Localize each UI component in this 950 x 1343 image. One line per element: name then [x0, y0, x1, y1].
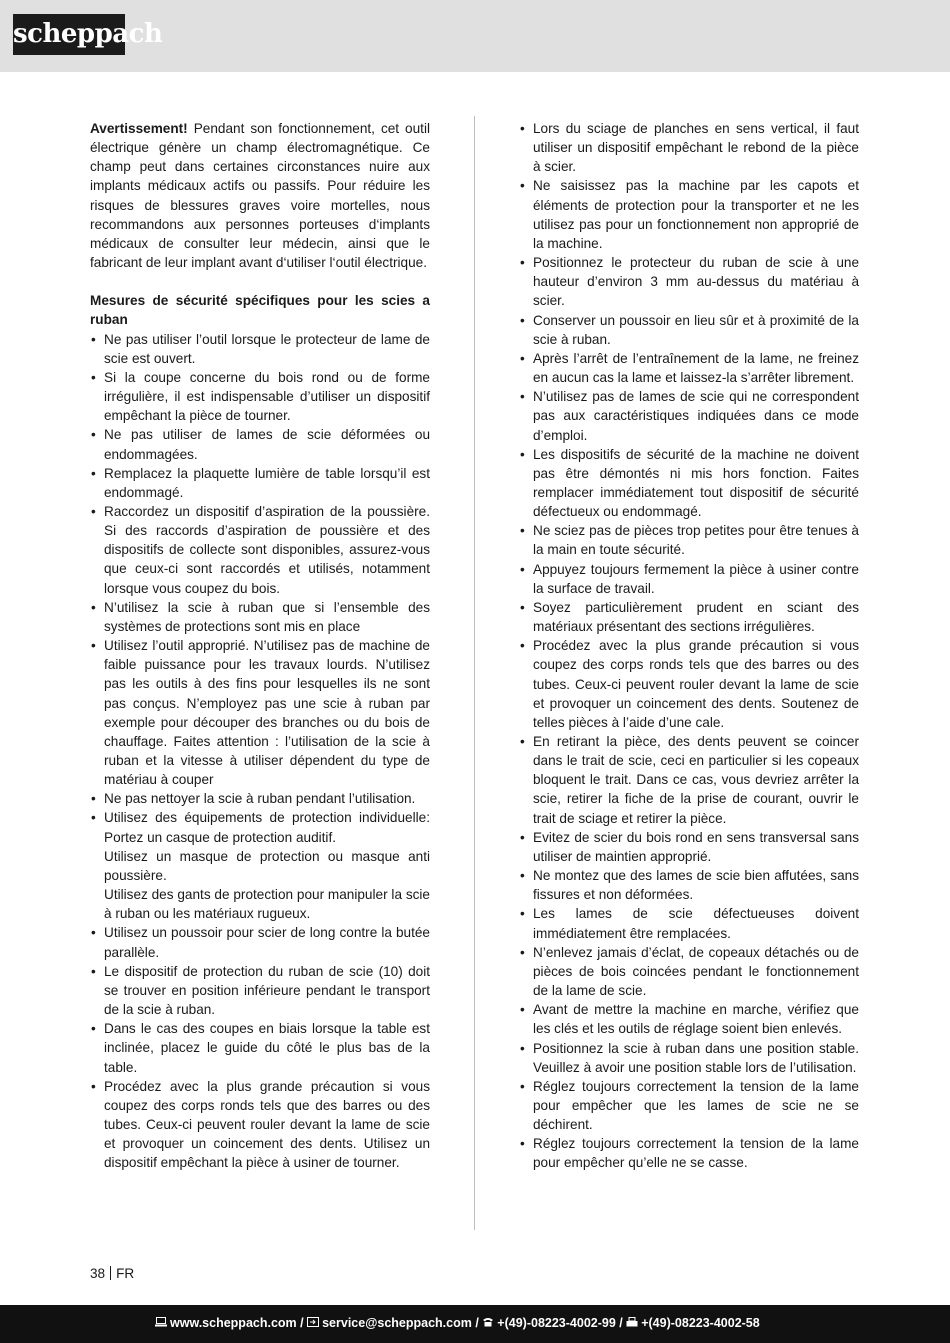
- list-item-text: • N’enlevez jamais d’éclat, de copeaux détachés ou de pièces de bois coincées pendant le fonctionnement de la lame de scie.: [533, 944, 859, 999]
- list-item-text: • Conserver un poussoir en lieu sûr et à proximité de la scie à ruban.: [533, 312, 859, 347]
- list-item: [90, 425, 430, 463]
- phone-icon: [482, 1305, 494, 1341]
- list-item-text: • Lors du sciage de planches en sens vertical, il faut utiliser un dispositif empêchant le rebond de la pièce à scier.: [533, 121, 859, 175]
- list-item: [90, 923, 430, 961]
- scheppach-logo: scheppach: [13, 14, 125, 55]
- list-item-text: • Raccordez un dispositif d’aspiration de la poussière. Si des raccords d’aspiration de poussière et des dispositifs de collecte sont disponibles, assurez-vous que ceux-ci sont raccordés et utilisés, notamment lorsque vous coupez du bois.: [104, 503, 430, 596]
- list-item: [519, 445, 859, 522]
- list-item-text: • Avant de mettre la machine en marche, vérifiez que les clés et les outils de réglage soient bien enlevés.: [533, 1002, 859, 1037]
- right-safety-list: [519, 119, 859, 1173]
- list-item-text: • Dans le cas des coupes en biais lorsque la table est inclinée, placez le guide du côté le plus bas de la table.: [104, 1021, 430, 1075]
- list-item-text: • Utilisez un poussoir pour scier de long contre la butée parallèle.: [104, 925, 430, 960]
- list-item-text: • Réglez toujours correctement la tension de la lame pour empêcher que les lames de scie ne se déchirent.: [533, 1078, 859, 1133]
- list-item: [90, 1077, 430, 1173]
- list-item-text: • N’utilisez la scie à ruban que si l’ensemble des systèmes de protections sont mis en place: [104, 599, 430, 634]
- list-item: [519, 1077, 859, 1134]
- email-link[interactable]: service@scheppach.com /: [322, 1316, 479, 1330]
- website-link[interactable]: www.scheppach.com /: [170, 1316, 304, 1330]
- list-item: [90, 636, 430, 789]
- list-item: [519, 732, 859, 828]
- list-item-text: • Procédez avec la plus grande précaution si vous coupez des corps ronds tels que des barres ou des tubes. Ceux-ci peuvent rouler devant la lame de scie et provoquer un coincement des dents. Soutenez de telles pièces à l’aide d’une cale.: [533, 638, 859, 730]
- list-item-text: • Remplacez la plaquette lumière de table lorsqu’il est endommagé.: [104, 465, 430, 500]
- list-item: [519, 1039, 859, 1077]
- section-heading: Mesures de sécurité spécifiques pour les scies a ruban: [90, 293, 430, 328]
- list-item: [519, 904, 859, 942]
- list-item: [90, 1019, 430, 1076]
- language-code: FR: [116, 1266, 135, 1281]
- list-item: [519, 1000, 859, 1038]
- list-item-text: • Ne sciez pas de pièces trop petites pour être tenues à la main en toute sécurité.: [533, 523, 859, 558]
- list-item-text: • Ne saisissez pas la machine par les capots et éléments de protection pour la transporter et ne les utilisez pas pour un fonctionnement non approprié de la machine.: [533, 178, 859, 251]
- page-number: 38: [90, 1266, 106, 1281]
- list-item-text: Utilisez des gants de protection pour manipuler la scie à ruban ou les matériaux rugueux.: [104, 887, 430, 922]
- list-item: [519, 253, 859, 310]
- list-item-text: • En retirant la pièce, des dents peuvent se coincer dans le trait de scie, ceci en particulier si les copeaux bloquent le trait. Dans ce cas, vous devriez arrêter la scie, retirer la fiche de la prise de courant, ouvrir le trait de sciage et retirer la pièce.: [533, 734, 859, 826]
- list-item: [90, 464, 430, 502]
- list-item-text: • Positionnez la scie à ruban dans une position stable. Veuillez à avoir une position stable lors de l’utilisation.: [533, 1040, 859, 1075]
- list-item-text: Utilisez un masque de protection ou masque anti poussière.: [104, 848, 430, 883]
- list-item: [90, 598, 430, 636]
- list-item: [519, 176, 859, 253]
- list-item-text: • Ne pas utiliser de lames de scie déformées ou endommagées.: [104, 427, 430, 462]
- page-number-area: [90, 1265, 134, 1282]
- left-column: [90, 119, 430, 1172]
- computer-icon: [155, 1305, 167, 1341]
- list-item: [519, 943, 859, 1000]
- list-item-text: • Soyez particulièrement prudent en sciant des matériaux présentant des sections irrégulières.: [533, 599, 859, 635]
- list-item-text: • Après l’arrêt de l’entraînement de la lame, ne freinez en aucun cas la lame et laissez-la s’arrêter librement.: [533, 350, 859, 386]
- list-item-text: • Appuyez toujours fermement la pièce à usiner contre la surface de travail.: [533, 561, 859, 596]
- fax-number: +(49)-08223-4002-58: [641, 1316, 760, 1330]
- list-item-text: • Ne montez que des lames de scie bien affutées, sans fissures et non déformées.: [533, 868, 859, 903]
- contact-line: [155, 1305, 760, 1343]
- list-item-text: • Evitez de scier du bois rond en sens transversal sans utiliser de maintien approprié.: [533, 829, 859, 864]
- list-item: [519, 387, 859, 444]
- list-item: [519, 1134, 859, 1172]
- list-item: [519, 311, 859, 349]
- list-item-text: • Positionnez le protecteur du ruban de scie à une hauteur d’environ 3 mm au-dessus du matériau à scier.: [533, 255, 859, 309]
- phone-number: +(49)-08223-4002-99 /: [497, 1316, 623, 1330]
- list-item-text: • Utilisez l’outil approprié. N’utilisez pas de machine de faible puissance pour les travaux lourds. N’utilisez pas les outils à des fins pour lesquelles ils ne sont pas conçus. N’employez pas une scie à ruban par exemple pour découper des branches ou du bois de chauffage. Faites attention : l’utilisation de la scie à ruban et la vitesse à utiliser dépendent du type de matériau à couper: [104, 638, 430, 788]
- list-item-text: • Réglez toujours correctement la tension de la lame pour empêcher qu’elle ne se casse.: [533, 1136, 859, 1171]
- list-item-text: • Ne pas nettoyer la scie à ruban pendant l’utilisation.: [104, 791, 416, 807]
- list-item: [90, 502, 430, 598]
- list-item: [519, 636, 859, 732]
- page-header: [0, 0, 950, 72]
- list-item-text: • Ne pas utiliser l’outil lorsque le protecteur de lame de scie est ouvert.: [104, 331, 430, 366]
- list-item: [90, 368, 430, 425]
- list-item: [519, 598, 859, 636]
- list-item: [90, 808, 430, 923]
- page-footer: [0, 1305, 950, 1343]
- mail-icon: [307, 1305, 319, 1341]
- right-column: [519, 119, 859, 1173]
- list-item: [90, 962, 430, 1019]
- fax-icon: [626, 1305, 638, 1341]
- list-item-text: • N’utilisez pas de lames de scie qui ne correspondent pas aux caractéristiques indiquées dans ce mode d’emploi.: [533, 389, 859, 443]
- warning-paragraph: [90, 119, 430, 272]
- page-number-separator: [110, 1266, 111, 1280]
- list-item-text: • Le dispositif de protection du ruban de scie (10) doit se trouver en position inférieure pendant le transport de la scie à ruban.: [104, 963, 430, 1018]
- list-item: [90, 330, 430, 368]
- list-item-text: • Les dispositifs de sécurité de la machine ne doivent pas être démontés ni mis hors fonction. Faites remplacer immédiatement tout dispositif de sécurité défectueux ou endommagé.: [533, 446, 859, 520]
- list-item: [519, 119, 859, 176]
- list-item: [519, 349, 859, 387]
- list-item: [519, 560, 859, 598]
- column-divider: [474, 116, 475, 1230]
- list-item-text: • Les lames de scie défectueuses doivent immédiatement être remplacées.: [533, 906, 859, 941]
- list-item-text: • Si la coupe concerne du bois rond ou de forme irrégulière, il est indispensable d’utiliser un dispositif empêchant la pièce de tourner.: [104, 369, 430, 424]
- list-item: [519, 828, 859, 866]
- warning-label: Avertissement!: [90, 121, 188, 136]
- list-item: [90, 789, 430, 808]
- list-item: [519, 521, 859, 559]
- list-item-text: • Utilisez des équipements de protection individuelle: Portez un casque de protection auditif.: [104, 810, 430, 845]
- left-safety-list: [90, 330, 430, 1173]
- list-item: [519, 866, 859, 904]
- warning-text: Pendant son fonctionnement, cet outil électrique génère un champ électromagnétique. Ce champ peut dans certaines circonstances nuire aux implants médicaux actifs ou passifs. Pour réduire les risques de blessures graves voire mortelles, nous recommandons aux personnes porteuses d‘implants médicaux de consulter leur médecin, ainsi que le fabricant de leur implant avant d‘utiliser l‘outil électrique.: [90, 121, 430, 271]
- list-item-text: • Procédez avec la plus grande précaution si vous coupez des corps ronds tels que des barres ou des tubes. Ceux-ci peuvent rouler devant la lame de scie et provoquer un coincement des dents. Utilisez un dispositif empêchant la pièce à usiner de tourner.: [104, 1078, 430, 1171]
